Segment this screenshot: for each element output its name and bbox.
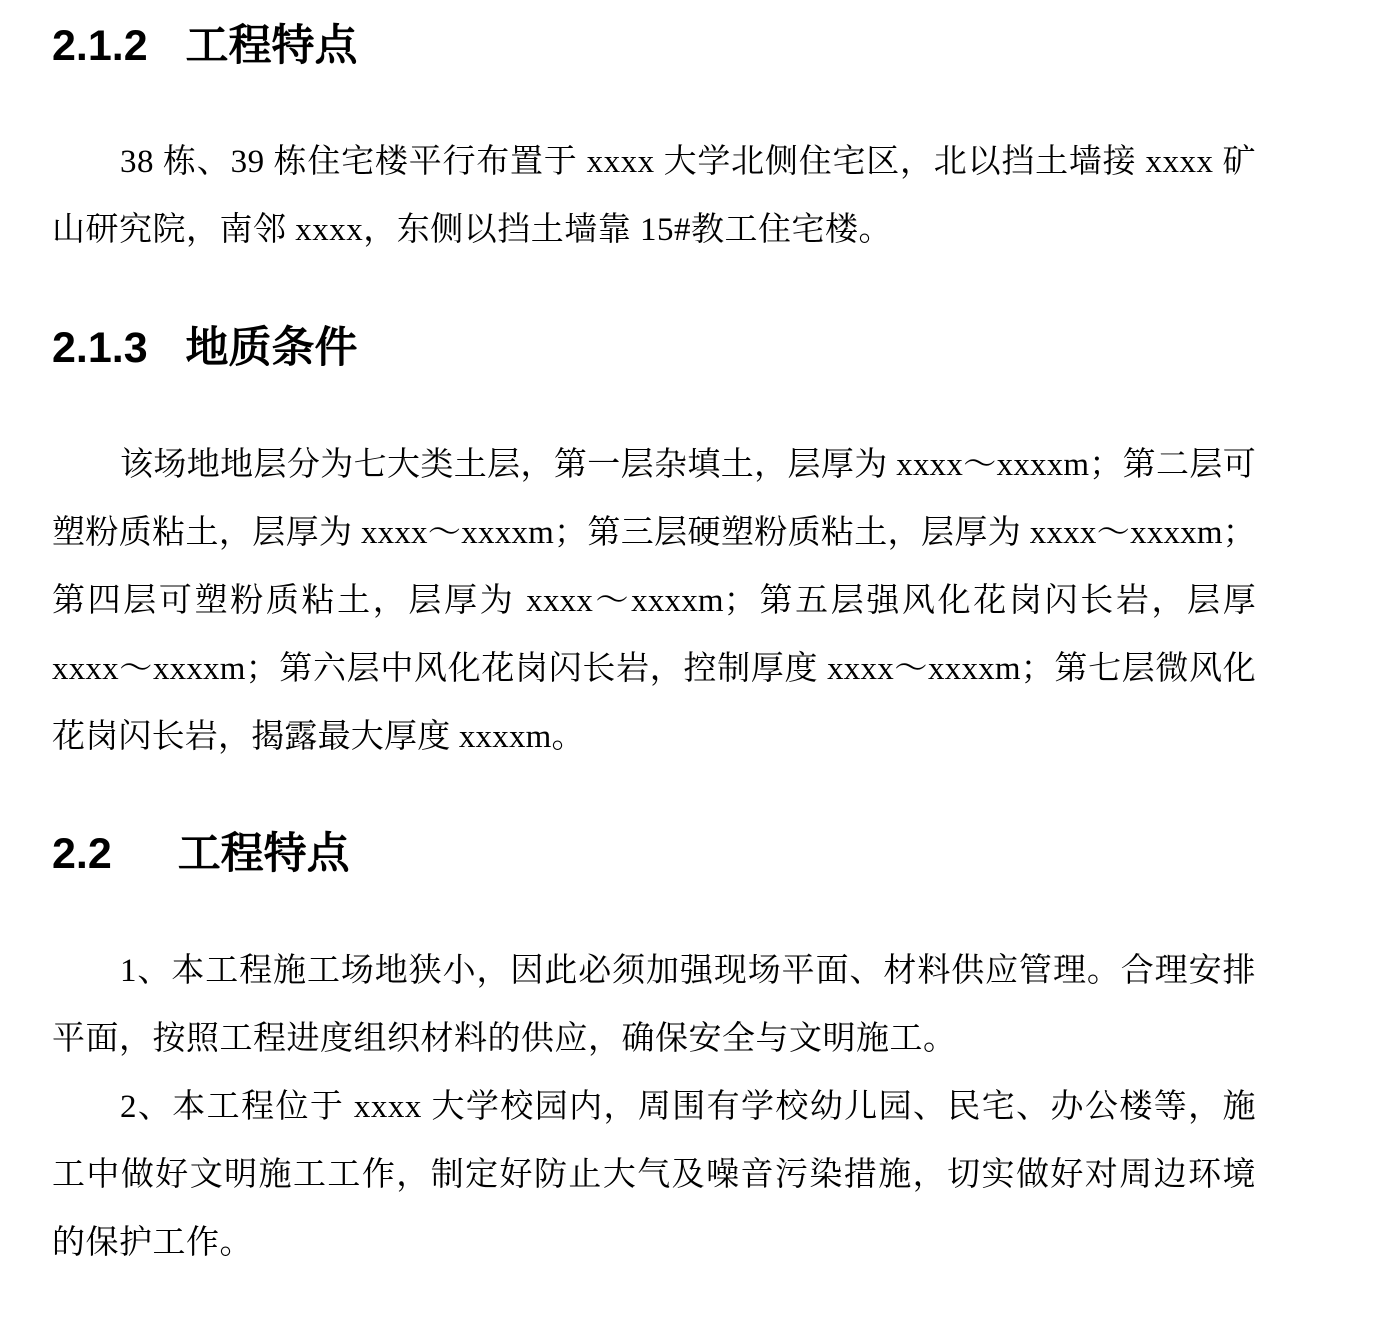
paragraph-geology: 该场地地层分为七大类土层，第一层杂填土，层厚为 xxxx～xxxxm；第二层可塑粉质粘土，层厚为 xxxx～xxxxm；第三层硬塑粉质粘土，层厚为 xxxx～xxxxm；第四层可塑粉质粘土，层厚为 xxxx～xxxxm；第五层强风化花岗闪长岩，层厚 xxxx～xxxxm；第六层中风化花岗闪长岩，控制厚度 xxxx～xxxxm；第七层微风化花岗闪长岩，揭露最大厚度 xxxxm。 bbox=[52, 447, 1256, 755]
section-number: 2.2 bbox=[52, 830, 112, 878]
section-number: 2.1.3 bbox=[52, 324, 148, 372]
paragraph-feature-1: 1、本工程施工场地狭小，因此必须加强现场平面、材料供应管理。合理安排平面，按照工程进度组织材料的供应，确保安全与文明施工。 bbox=[52, 953, 1256, 1057]
section-title: 工程特点 bbox=[185, 22, 358, 70]
section-number: 2.1.2 bbox=[52, 22, 148, 70]
paragraph-feature-2: 2、本工程位于 xxxx 大学校园内，周围有学校幼儿园、民宅、办公楼等，施工中做好文明施工工作，制定好防止大气及噪音污染措施，切实做好对周边环境的保护工作。 bbox=[52, 1089, 1256, 1261]
section-title: 地质条件 bbox=[185, 324, 358, 372]
section-heading-2-2 bbox=[52, 828, 350, 880]
paragraph-site-layout: 38 栋、39 栋住宅楼平行布置于 xxxx 大学北侧住宅区，北以挡土墙接 xxxx 矿山研究院，南邻 xxxx，东侧以挡土墙靠 15#教工住宅楼。 bbox=[52, 144, 1256, 248]
section-heading-2-1-3 bbox=[52, 322, 358, 374]
section-title: 工程特点 bbox=[177, 830, 350, 878]
section-heading-2-1-2 bbox=[52, 20, 358, 72]
